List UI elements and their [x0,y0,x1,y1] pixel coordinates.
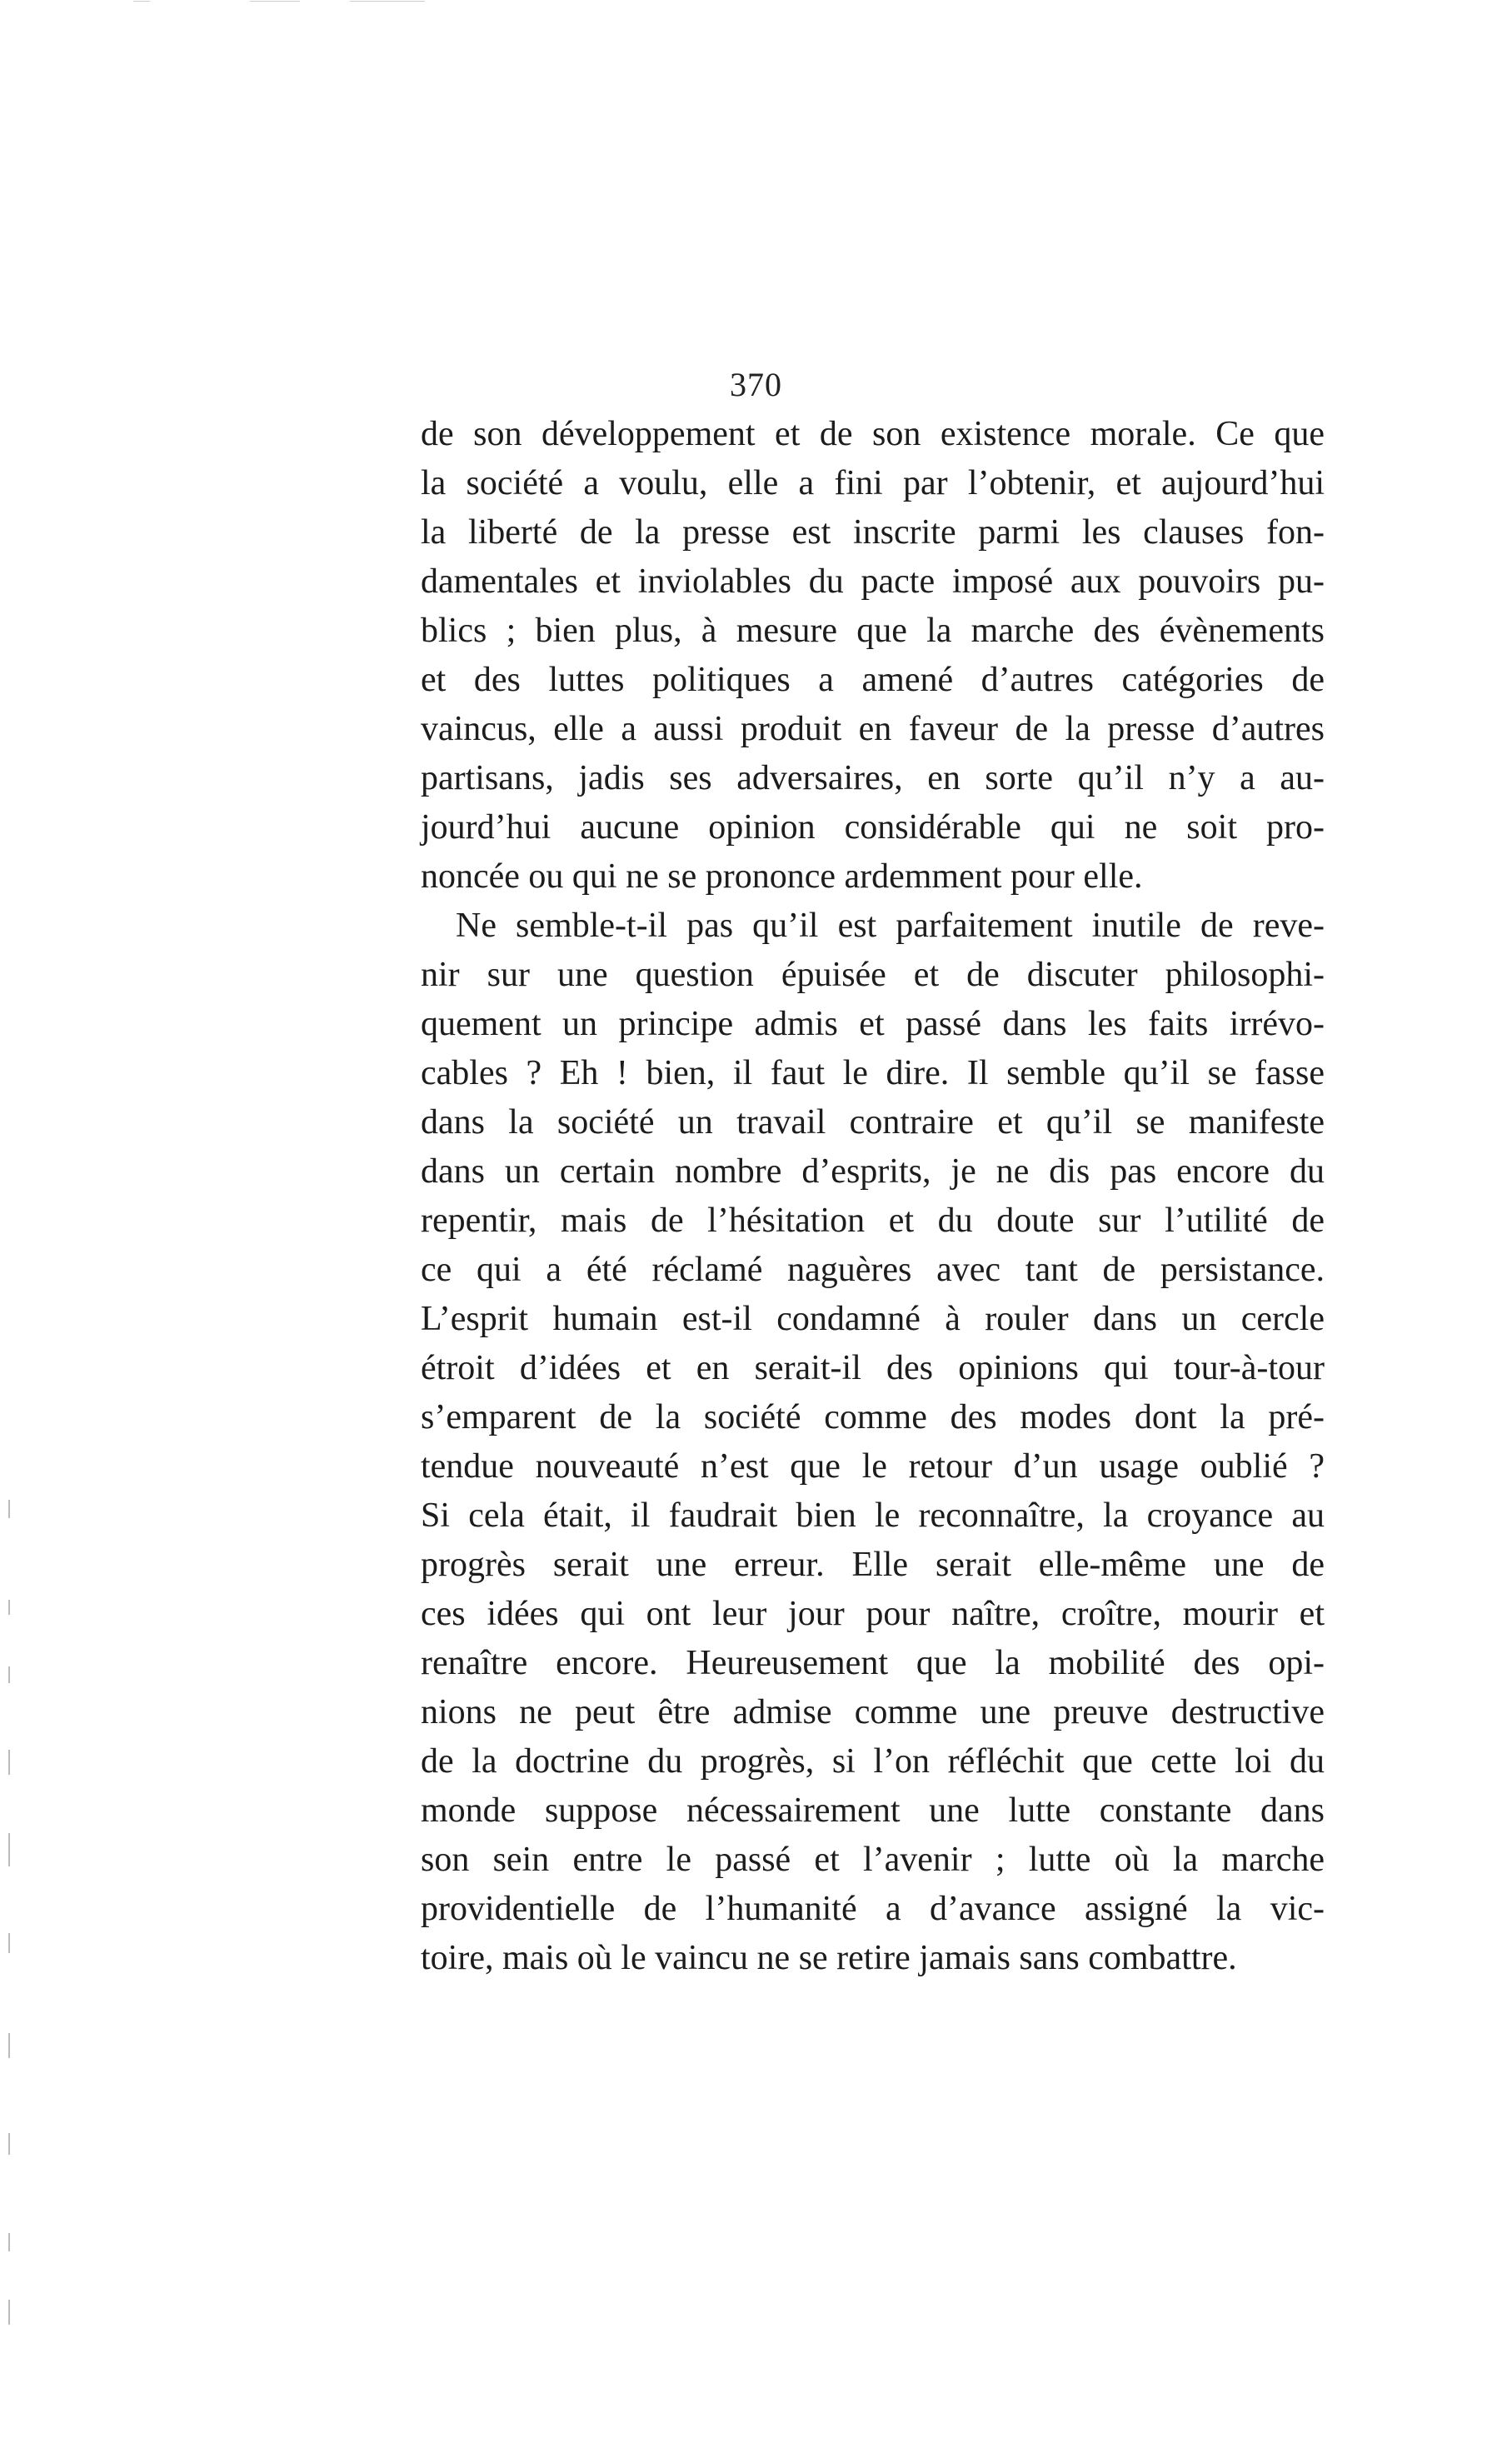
text-line: et des luttes politiques a amené d’autres catégories de [421,661,1325,699]
paragraph-2 [421,902,1325,1983]
text-line: nir sur une question épuisée et de discuter philosophi- [421,956,1325,994]
text-line: toire, mais où le vaincu ne se retire jamais sans combattre. [421,1939,1237,1977]
text-line: de la doctrine du progrès, si l’on réfléchit que cette loi du [421,1742,1325,1781]
text-line: tendue nouveauté n’est que le retour d’un usage oublié ? [421,1447,1325,1486]
text-line: son sein entre le passé et l’avenir ; lutte où la marche [421,1841,1325,1879]
text-line: la liberté de la presse est inscrite parmi les clauses fon- [421,513,1325,552]
text-line: Ne semble-t-il pas qu’il est parfaitement inutile de reve- [456,907,1325,945]
text-line: dans un certain nombre d’esprits, je ne dis pas encore du [421,1152,1325,1191]
paragraph-1 [421,410,1325,902]
text-line: Si cela était, il faudrait bien le reconnaître, la croyance au [421,1496,1325,1535]
text-line: s’emparent de la société comme des modes dont la pré- [421,1398,1325,1436]
text-line: quement un principe admis et passé dans les faits irrévo- [421,1005,1325,1043]
text-line: de son développement et de son existence morale. Ce que [421,415,1325,453]
scan-artifact-top [0,0,500,3]
text-line: dans la société un travail contraire et qu’il se manifeste [421,1103,1325,1142]
text-line: noncée ou qui ne se prononce ardemment pour elle. [421,857,1143,896]
page-number: 370 [730,366,782,403]
text-line: L’esprit humain est-il condamné à rouler dans un cercle [421,1300,1325,1338]
text-line: jourd’hui aucune opinion considérable qui ne soit pro- [421,808,1325,847]
text-line: renaître encore. Heureusement que la mobilité des opi- [421,1644,1325,1682]
body-text [421,410,1325,1983]
text-line: étroit d’idées et en serait-il des opinions qui tour-à-tour [421,1349,1325,1387]
text-line: cables ? Eh ! bien, il faut le dire. Il semble qu’il se fasse [421,1054,1325,1092]
text-line: ces idées qui ont leur jour pour naître, croître, mourir et [421,1595,1325,1633]
text-line: repentir, mais de l’hésitation et du doute sur l’utilité de [421,1202,1325,1240]
text-line: damentales et inviolables du pacte imposé aux pouvoirs pu- [421,562,1325,601]
text-line: la société a voulu, elle a fini par l’obtenir, et aujourd’hui [421,464,1325,502]
scan-artifact-margin [8,1500,13,2333]
text-line: nions ne peut être admise comme une preuve destructive [421,1693,1325,1731]
text-line: blics ; bien plus, à mesure que la marche des évènements [421,612,1325,650]
text-line: partisans, jadis ses adversaires, en sorte qu’il n’y a au- [421,759,1325,797]
text-line: monde suppose nécessairement une lutte constante dans [421,1791,1325,1830]
text-line: vaincus, elle a aussi produit en faveur de la presse d’autres [421,710,1325,748]
text-line: ce qui a été réclamé naguères avec tant de persistance. [421,1251,1325,1289]
text-line: progrès serait une erreur. Elle serait elle-même une de [421,1546,1325,1584]
text-line: providentielle de l’humanité a d’avance assigné la vic- [421,1890,1325,1928]
